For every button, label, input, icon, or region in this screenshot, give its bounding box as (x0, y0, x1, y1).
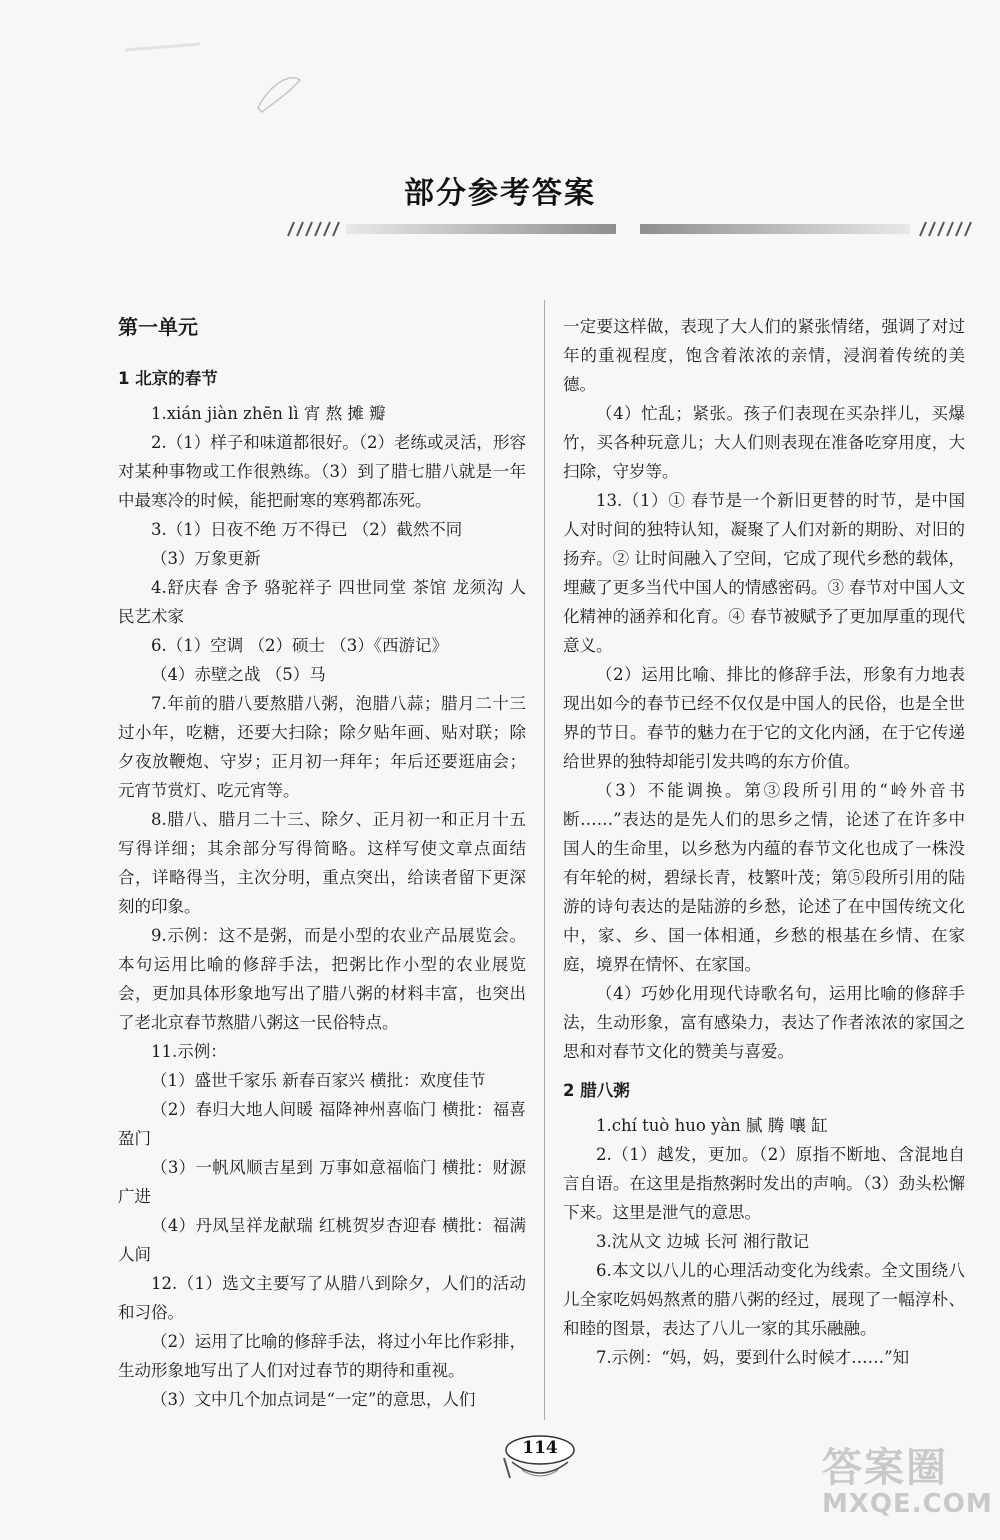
right-column (563, 312, 965, 1372)
answer-line: （2）春归大地人间暖 福降神州喜临门 横批：福喜盈门 (118, 1100, 526, 1148)
answer-line: 9.示例：这不是粥，而是小型的农业产品展览会。本句运用比喻的修辞手法，把粥比作小型的农业展览会，更加具体形象地写出了腊八粥的材料丰富，也突出了老北京春节熬腊八粥这一民俗特点。 (118, 926, 526, 1032)
answer-line: （4）赤壁之战 （5）马 (151, 665, 326, 684)
site-watermark (822, 1436, 992, 1536)
answer-line: 7.示例：“妈，妈，要到什么时候才……”知 (596, 1348, 910, 1367)
answer-line: （2）运用比喻、排比的修辞手法，形象有力地表现出如今的春节已经不仅仅是中国人的民俗，也是全世界的节日。春节的魅力在于它的文化内涵，在于它传递给世界的独特却能引发共鸣的东方价值。 (563, 665, 965, 771)
answer-line: 3.（1）日夜不绝 万不得已 （2）截然不同 (151, 520, 463, 539)
answer-line: （3）文中几个加点词是“一定”的意思，人们 (151, 1390, 476, 1409)
answer-line: 2.（1）越发，更加。（2）原指不断地、含混地自言自语。在这里是指熬粥时发出的声响。（3）劲头松懈下来。这里是泄气的意思。 (563, 1145, 965, 1222)
answer-line: （4）忙乱；紧张。孩子们表现在买杂拌儿，买爆竹，买各种玩意儿；大人们则表现在准备吃穿用度，大扫除，守岁等。 (563, 404, 965, 481)
answer-line: （4）丹凤呈祥龙献瑞 红桃贺岁杏迎春 横批：福满人间 (118, 1216, 526, 1264)
answer-line: 8.腊八、腊月二十三、除夕、正月初一和正月十五写得详细；其余部分写得简略。这样写使文章点面结合，详略得当，主次分明，重点突出，给读者留下更深刻的印象。 (118, 810, 526, 916)
page-number: 114 (522, 1438, 558, 1458)
answer-line: 6.（1）空调 （2）硕士 （3）《西游记》 (151, 636, 448, 655)
unit-heading: 第一单元 (118, 315, 198, 339)
page-title: 部分参考答案 (404, 176, 596, 211)
lesson-heading-2: 2 腊八粥 (563, 1081, 630, 1100)
answer-line: （3）不能调换。第③段所引用的“岭外音书断……”表达的是先人们的思乡之情，论述了在许多中国人的生命里，以乡愁为内蕴的春节文化也成了一株没有年轮的树，碧绿长青，枝繁叶茂；第⑤段所引用的陆游的诗句表达的是陆游的乡愁，论述了在中国传统文化中，家、乡、国一体相通，乡愁的根基在乡情、在家庭，境界在情怀、在家国。 (563, 781, 965, 974)
answer-line: （4）巧妙化用现代诗歌名句，运用比喻的修辞手法，生动形象，富有感染力，表达了作者浓浓的家国之思和对春节文化的赞美与喜爱。 (563, 984, 965, 1061)
answer-line: （3）万象更新 (151, 549, 261, 568)
answer-line: 6.本文以八儿的心理活动变化为线索。全文围绕八儿全家吃妈妈熬煮的腊八粥的经过，展现了一幅淳朴、和睦的图景，表达了八儿一家的其乐融融。 (563, 1261, 965, 1338)
answer-line: （3）一帆风顺吉星到 万事如意福临门 横批：财源广进 (118, 1158, 526, 1206)
answer-line: （1）盛世千家乐 新春百家兴 横批：欢度佳节 (151, 1071, 486, 1090)
column-divider (544, 300, 545, 1420)
answer-line: 一定要这样做，表现了大人们的紧张情绪，强调了对过年的重视程度，饱含着浓浓的亲情，浸润着传统的美德。 (563, 317, 965, 394)
answer-line: 4.舒庆春 舍予 骆驼祥子 四世同堂 茶馆 龙须沟 人民艺术家 (118, 578, 526, 626)
watermark-bottom-text: MXQE.COM (822, 1489, 993, 1519)
answer-line: 12.（1）选文主要写了从腊八到除夕，人们的活动和习俗。 (118, 1274, 526, 1322)
title-decoration-bar (280, 218, 980, 240)
answer-line: 11.示例： (151, 1042, 227, 1061)
answer-line: 2.（1）样子和味道都很好。（2）老练或灵活，形容对某种事物或工作很熟练。（3）到了腊七腊八就是一年中最寒冷的时候，能把耐寒的寒鸦都冻死。 (118, 433, 526, 510)
answer-line: 13.（1）① 春节是一个新旧更替的时节，是中国人对时间的独特认知，凝聚了人们对新的期盼、对旧的扬弃。② 让时间融入了空间，它成了现代乡愁的载体，埋藏了更多当代中国人的情感密码。③ 春节对中国人文化精神的涵养和化育。④ 春节被赋予了更加厚重的现代意义。 (563, 491, 965, 655)
page-number-badge (500, 1432, 580, 1492)
answer-line: 3.沈从文 边城 长河 湘行散记 (596, 1232, 809, 1251)
answer-line: 7.年前的腊八要熬腊八粥，泡腊八蒜；腊月二十三过小年，吃糖，还要大扫除；除夕贴年画、贴对联；除夕夜放鞭炮、守岁；正月初一拜年；年后还要逛庙会；元宵节赏灯、吃元宵等。 (118, 694, 526, 800)
answer-line: 1.chí tuò huo yàn 腻 腾 嚷 缸 (596, 1116, 828, 1135)
lesson-heading-1: 1 北京的春节 (118, 369, 218, 388)
answer-line: 1.xián jiàn zhēn lì 宵 熬 摊 瓣 (151, 404, 386, 423)
left-column (118, 312, 526, 1414)
watermark-top-text: 答案圈 (822, 1445, 948, 1491)
answer-line: （2）运用了比喻的修辞手法，将过小年比作彩排，生动形象地写出了人们对过春节的期待和重视。 (118, 1332, 526, 1380)
